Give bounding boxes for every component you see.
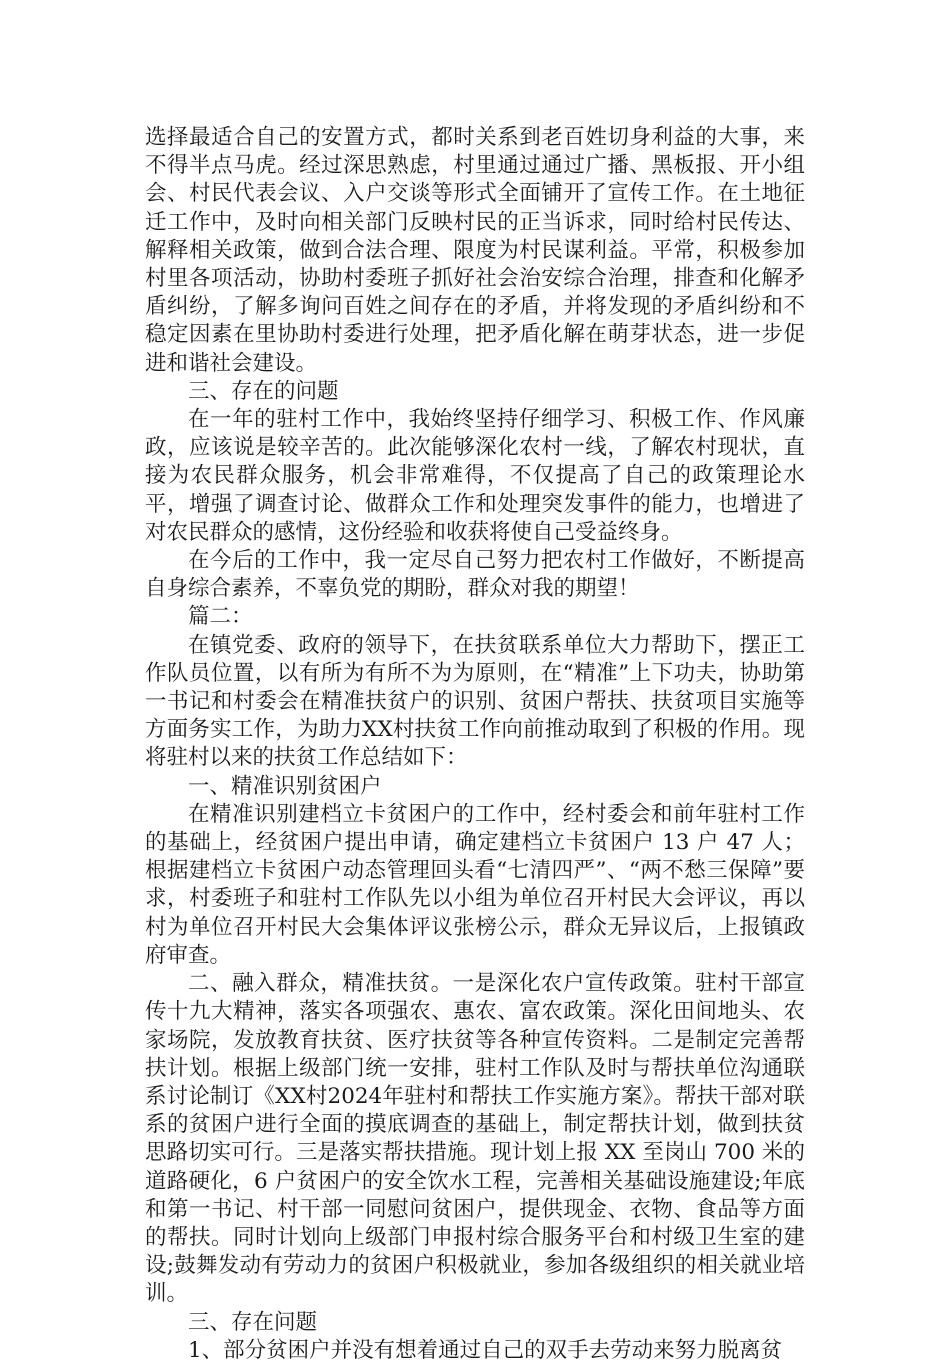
section-heading: 一、精准识别贫困户 xyxy=(188,773,382,799)
paragraph: 选择最适合自己的安置方式，都时关系到老百姓切身利益的大事，来不得半点马虎。经过深思熟虑，村里通过通过广播、黑板报、开小组会、村民代表会议、入户交谈等形式全面铺开了宣传工作。在土地征迁工作中，及时向相关部门反映村民的正当诉求，同时给村民传达、解释相关政策，做到合法合理、限度为村民谋利益。平常，积极参加村里各项活动，协助村委班子抓好社会治安综合治理，排查和化解矛盾纠纷，了解多询问百姓之间存在的矛盾，并将发现的矛盾纠纷和不稳定因素在里协助村委进行处理，把矛盾化解在萌芽状态，进一步促进和谐社会建设。 xyxy=(145,125,805,376)
paragraph: 在精准识别建档立卡贫困户的工作中，经村委会和前年驻村工作的基础上，经贫困户提出申请，确定建档立卡贫困户 13 户 47 人；根据建档立卡贫困户动态管理回头看“七清四严”、“两不愁三保障”要求，村委班子和驻村工作队先以小组为单位召开村民大会评议，再以村为单位召开村民大会集体评议张榜公示，群众无异议后，上报镇政府审查。 xyxy=(145,801,805,968)
paragraph: 在镇党委、政府的领导下，在扶贫联系单位大力帮助下，摆正工作队员位置，以有所为有所不为为原则，在“精准”上下功夫，协助第一书记和村委会在精准扶贫户的识别、贫困户帮扶、扶贫项目实施等方面务实工作，为助力XX村扶贫工作向前推动取到了积极的作用。现将驻村以来的扶贫工作总结如下： xyxy=(145,632,805,771)
paragraph: 二、融入群众，精准扶贫。一是深化农户宣传政策。驻村干部宣传十九大精神，落实各项强农、惠农、富农政策。深化田间地头、农家场院，发放教育扶贫、医疗扶贫等各种宣传资料。二是制定完善帮扶计划。根据上级部门统一安排，驻村工作队及时与帮扶单位沟通联系讨论制订《XX村2024年驻村和帮扶工作实施方案》。帮扶干部对联系的贫困户进行全面的摸底调查的基础上，制定帮扶计划，做到扶贫思路切实可行。三是落实帮扶措施。现计划上报 XX 至岗山 700 米的道路硬化，6 户贫困户的安全饮水工程，完善相关基础设施建设;年底和第一书记、村干部一同慰问贫困户，提供现金、衣物、食品等方面的帮扶。同时计划向上级部门申报村综合服务平台和村级卫生室的建设;鼓舞发动有劳动力的贫困户积极就业，参加各级组织的相关就业培训。 xyxy=(145,971,805,1307)
paragraph: 在一年的驻村工作中，我始终坚持仔细学习、积极工作、作风廉政，应该说是较辛苦的。此次能够深化农村一线，了解农村现状，直接为农民群众服务，机会非常难得，不仅提高了自己的政策理论水平，增强了调查讨论、做群众工作和处理突发事件的能力，也增进了对农民群众的感情，这份经验和收获将使自己受益终身。 xyxy=(145,407,805,545)
part-heading: 篇二： xyxy=(188,604,253,630)
document-body xyxy=(145,124,805,1365)
section-heading: 三、存在的问题 xyxy=(188,378,339,404)
paragraph: 1、部分贫困户并没有想着通过自己的双手去劳动来努力脱离贫 xyxy=(188,1337,783,1363)
paragraph: 在今后的工作中，我一定尽自己努力把农村工作做好，不断提高自身综合素养，不辜负党的期盼，群众对我的期望！ xyxy=(145,548,805,602)
section-heading: 三、存在问题 xyxy=(188,1309,318,1335)
